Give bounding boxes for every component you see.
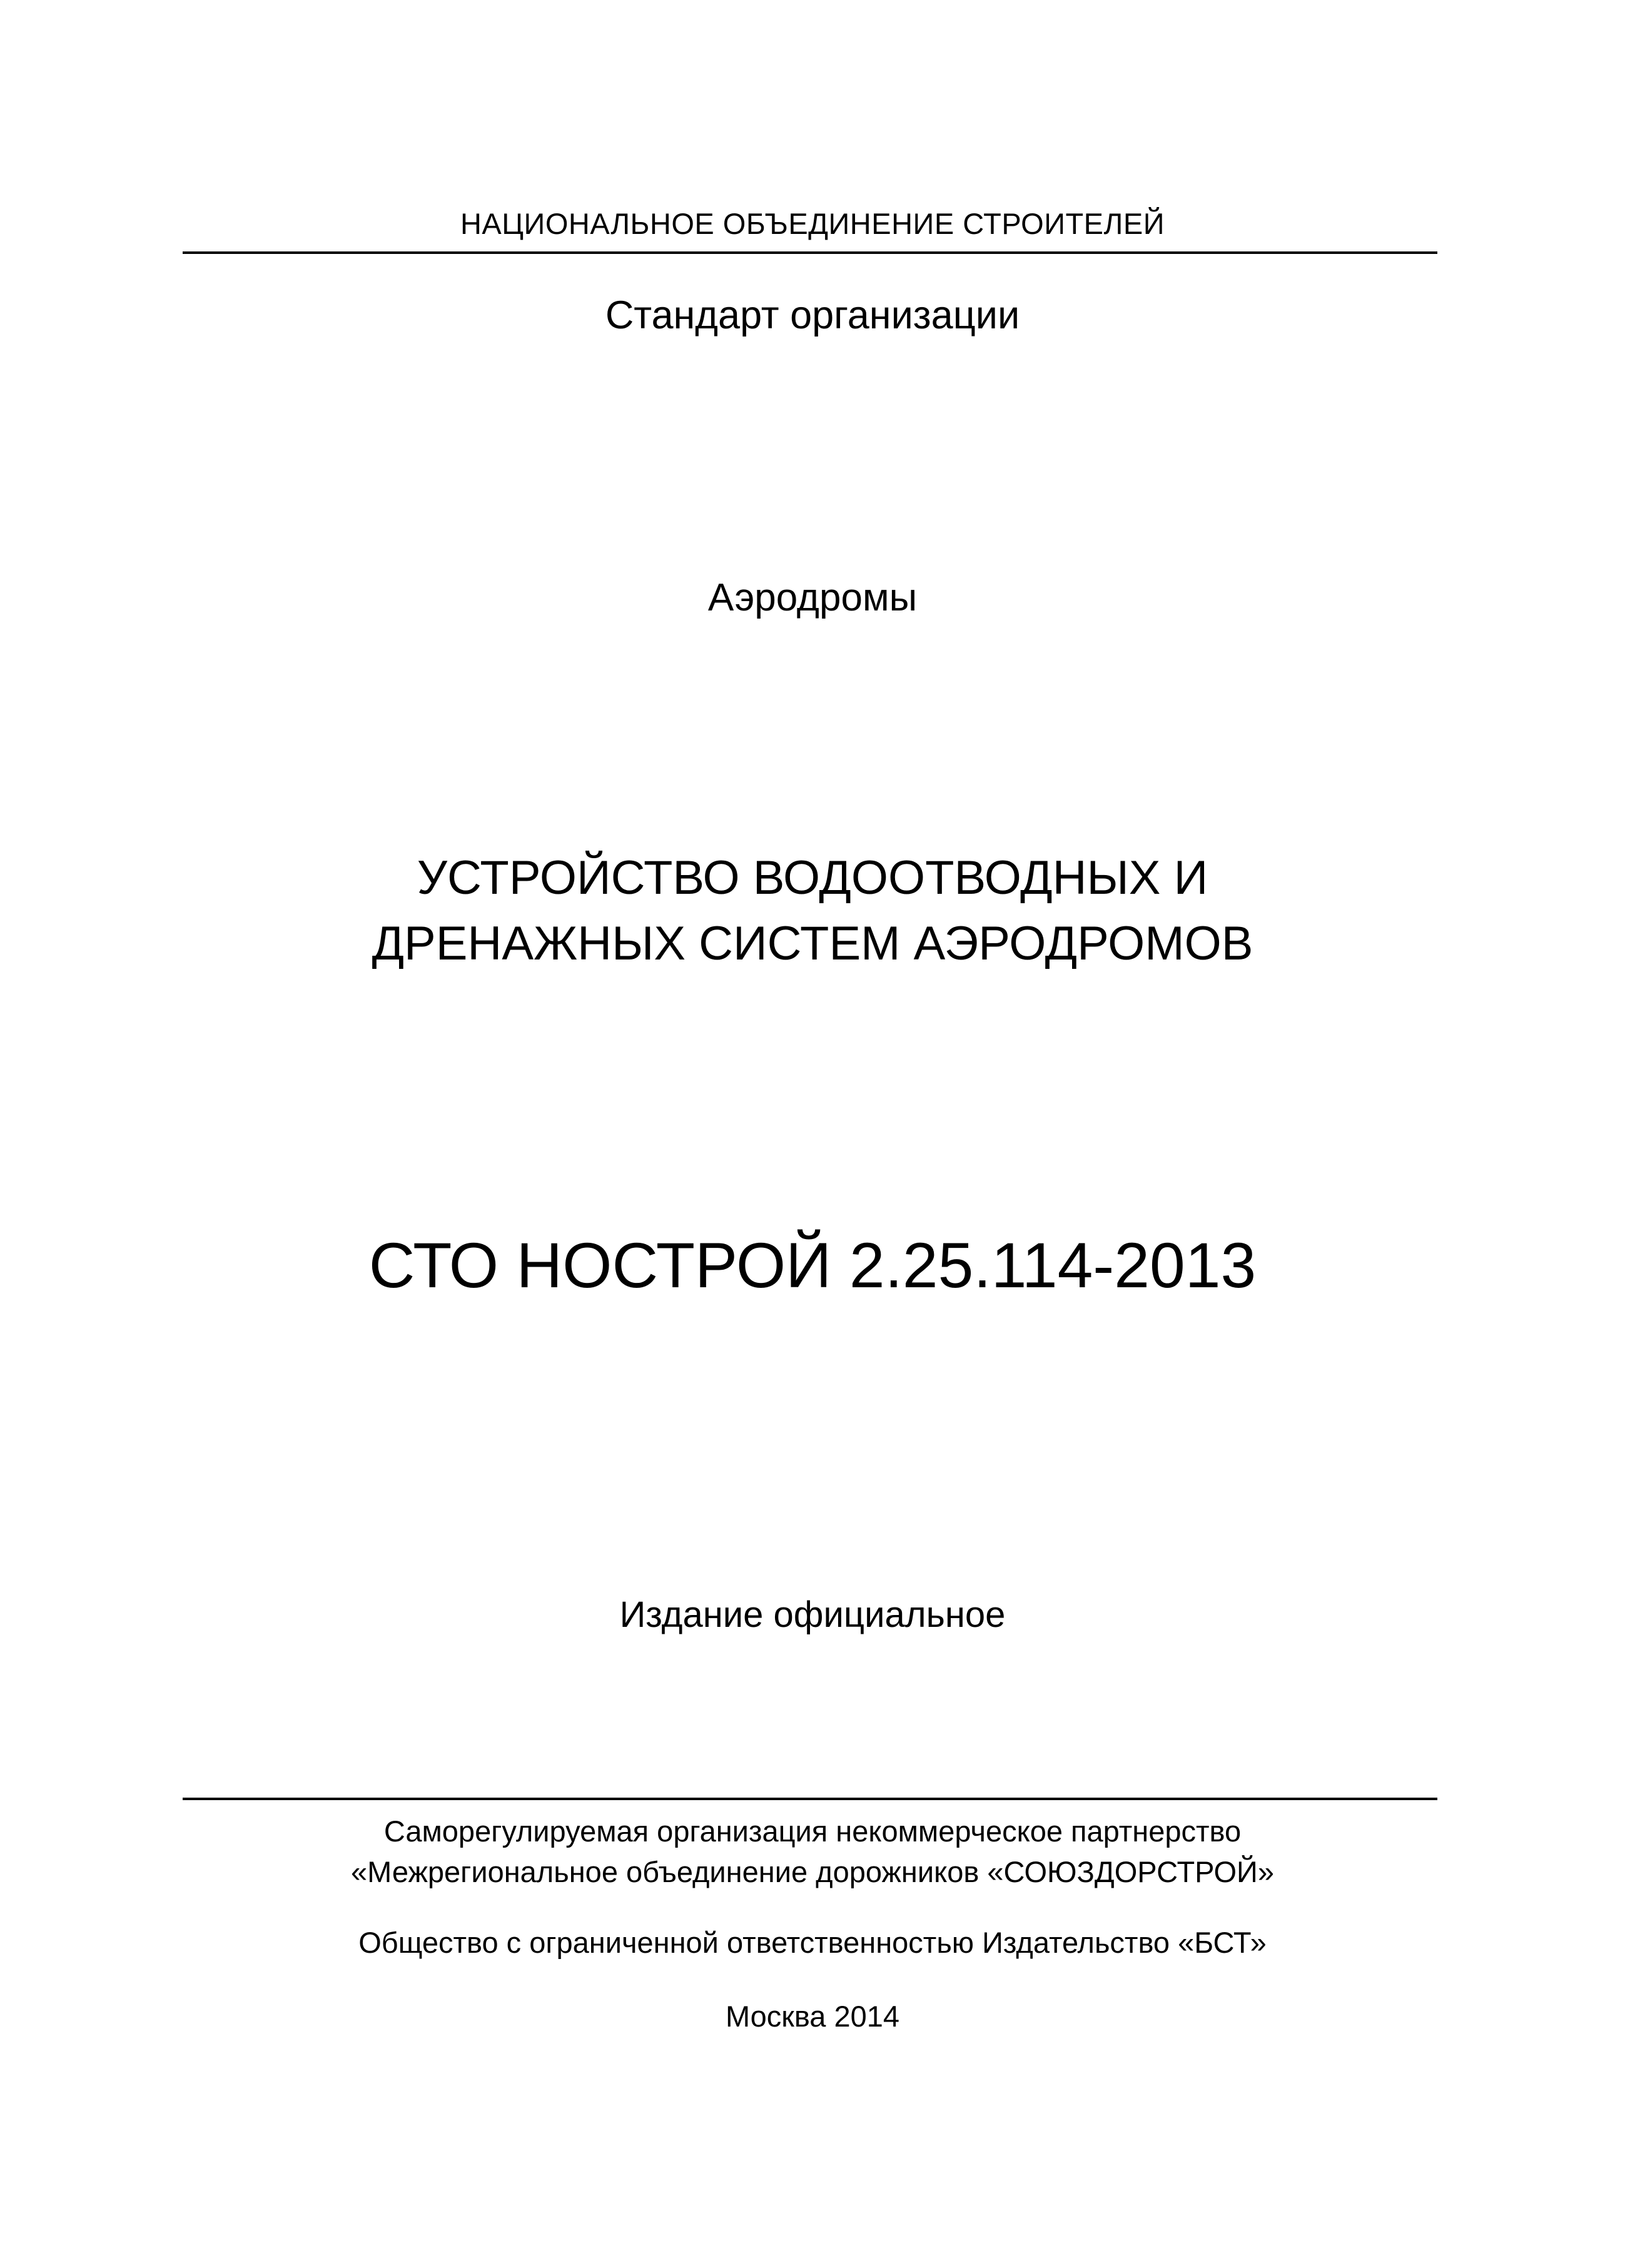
publisher-line2: «Межрегиональное объединение дорожников «СОЮЗДОРСТРОЙ» xyxy=(351,1855,1274,1888)
document-type: Стандарт организации xyxy=(605,293,1020,337)
document-subject: Аэродромы xyxy=(707,576,918,619)
publisher-line3: Общество с ограниченной ответственностью Издательство «БСТ» xyxy=(358,1926,1267,1959)
header-divider xyxy=(183,251,1437,254)
publisher-line1: Саморегулируемая организация некоммерческое партнерство xyxy=(383,1815,1242,1848)
standard-designation: СТО НОСТРОЙ 2.25.114-2013 xyxy=(368,1230,1257,1301)
edition-label: Издание официальное xyxy=(619,1594,1006,1635)
document-title-line1: УСТРОЙСТВО ВОДООТВОДНЫХ И xyxy=(417,851,1208,904)
organization-header: НАЦИОНАЛЬНОЕ ОБЪЕДИНЕНИЕ СТРОИТЕЛЕЙ xyxy=(460,207,1165,240)
city-year: Москва 2014 xyxy=(725,2000,900,2033)
footer-divider xyxy=(183,1798,1437,1800)
document-title-line2: ДРЕНАЖНЫХ СИСТЕМ АЭРОДРОМОВ xyxy=(372,917,1253,970)
